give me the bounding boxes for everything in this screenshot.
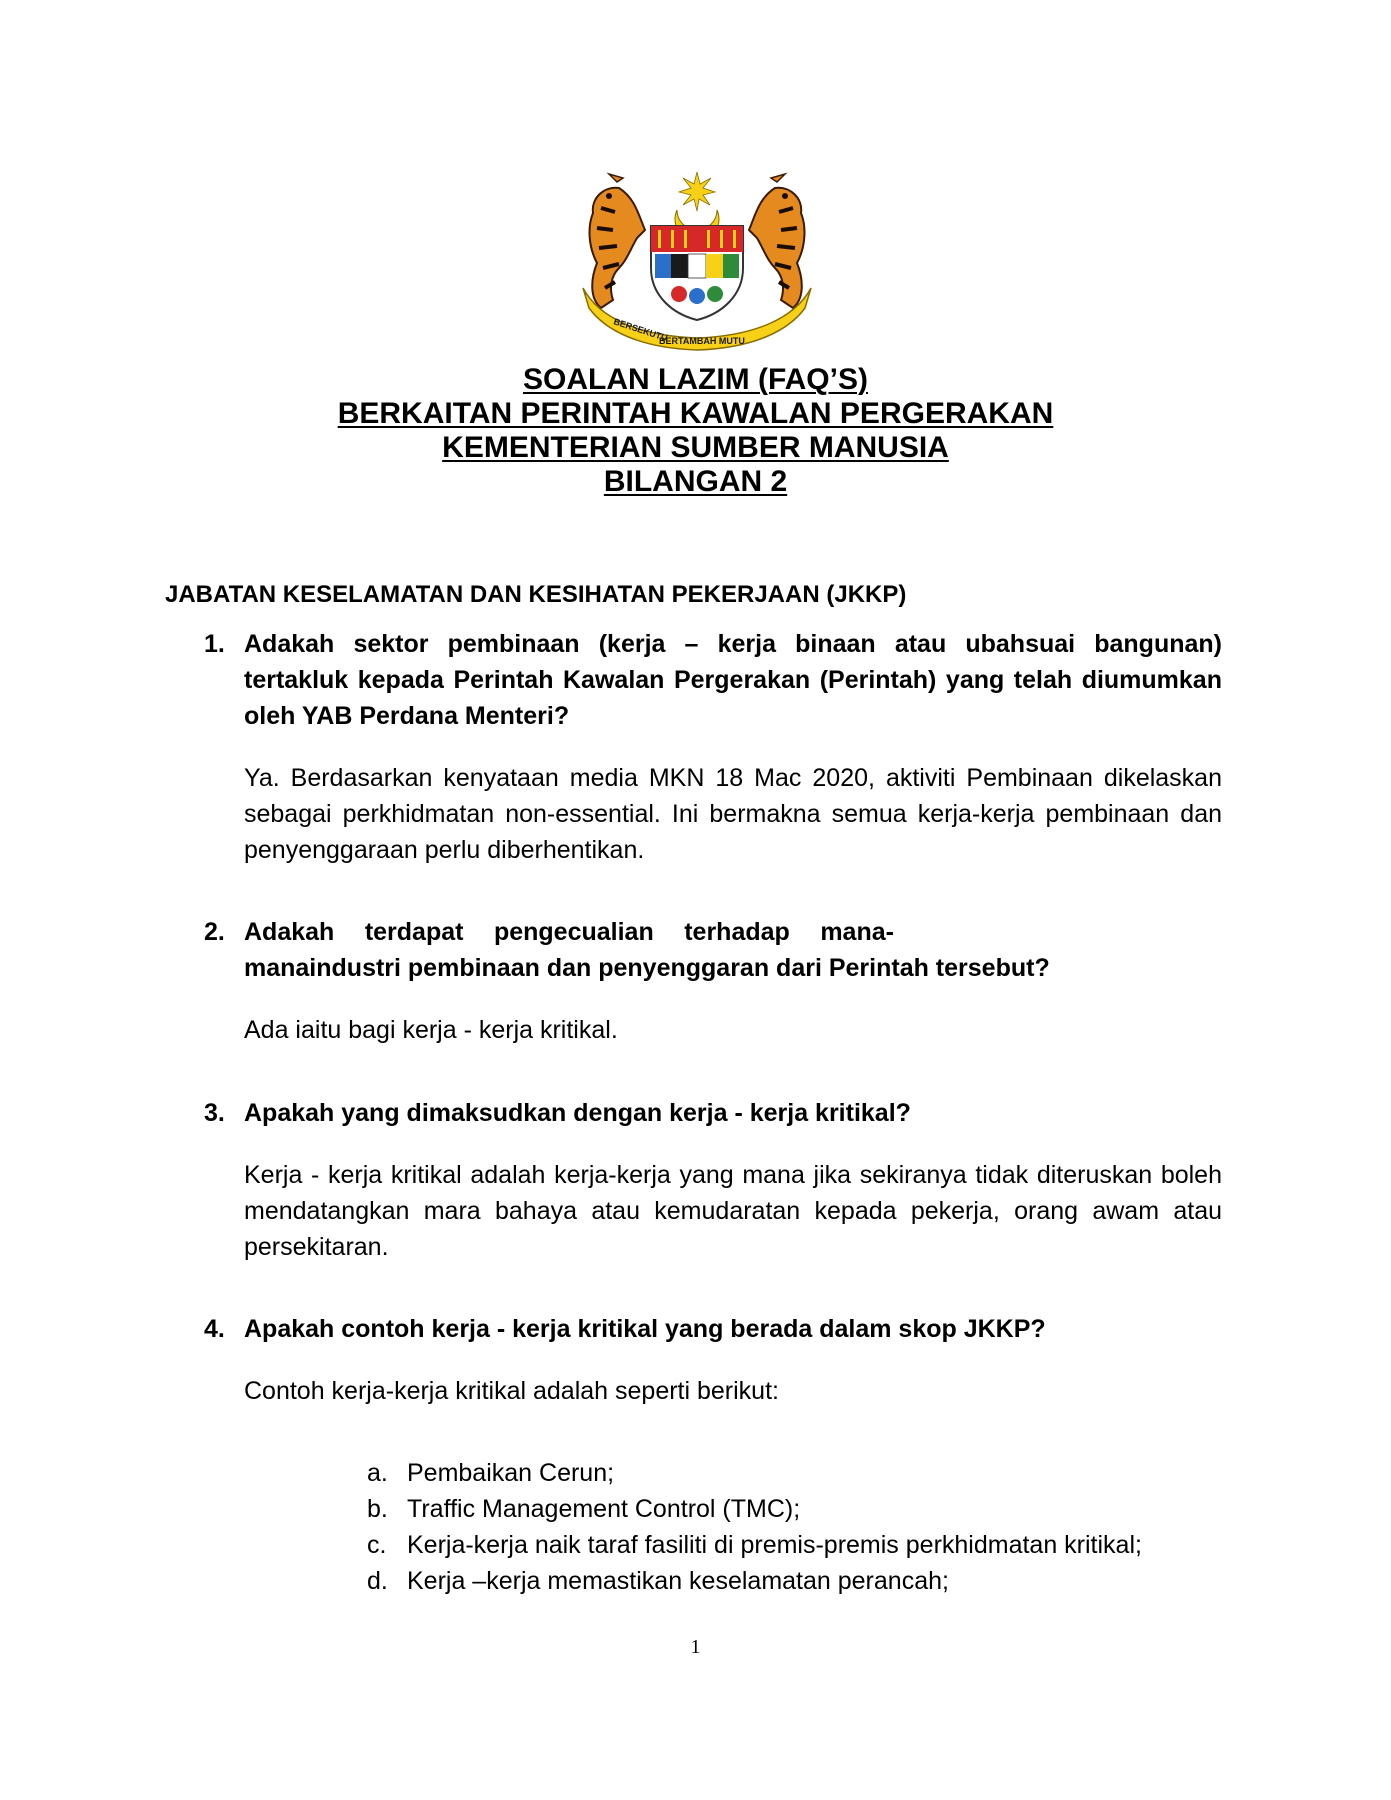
question-text: Apakah contoh kerja - kerja kritikal yang berada dalam skop JKKP? xyxy=(244,1315,1046,1343)
question-number: 2. xyxy=(204,918,225,946)
question-line-2: manaindustri pembinaan dan penyenggaran dari Perintah tersebut? xyxy=(244,954,1050,982)
question-text: Adakah sektor pembinaan (kerja – kerja binaan atau ubahsuai bangunan) tertakluk kepada Perintah Kawalan Pergerakan (Perintah) yang telah diumumkan oleh YAB Perdana Menteri? xyxy=(244,630,1222,730)
faq-item-2 xyxy=(204,914,1222,1048)
title-line-4: BILANGAN 2 xyxy=(603,465,788,498)
faq-answer: Kerja - kerja kritikal adalah kerja-kerja yang mana jika sekiranya tidak diteruskan boleh mendatangkan mara bahaya atau kemudaratan kepada pekerja, orang awam atau persekitaran. xyxy=(244,1161,1222,1261)
question-text: Apakah yang dimaksudkan dengan kerja - kerja kritikal? xyxy=(244,1099,911,1127)
question-word: mana- xyxy=(820,918,894,946)
list-item xyxy=(367,1491,1227,1527)
list-item-letter: c. xyxy=(367,1531,387,1559)
list-item-letter: b. xyxy=(367,1495,388,1523)
list-item xyxy=(367,1527,1227,1563)
motto-text-bottom: BERTAMBAH MUTU xyxy=(659,336,745,346)
title-line-2: BERKAITAN PERINTAH KAWALAN PERGERAKAN xyxy=(337,397,1054,430)
list-item xyxy=(367,1563,1227,1599)
faq-answer: Ya. Berdasarkan kenyataan media MKN 18 Mac 2020, aktiviti Pembinaan dikelaskan sebagai perkhidmatan non-essential. Ini bermakna semua kerja-kerja pembinaan dan penyenggaraan perlu diberhentikan. xyxy=(244,764,1222,864)
page-number: 1 xyxy=(690,1636,701,1658)
department-heading: JABATAN KESELAMATAN DAN KESIHATAN PEKERJAAN (JKKP) xyxy=(165,581,907,608)
question-number: 4. xyxy=(204,1315,225,1343)
faq-item-1 xyxy=(204,626,1222,868)
faq-item-3 xyxy=(204,1095,1222,1265)
shield xyxy=(651,226,743,320)
list-item-text: Kerja –kerja memastikan keselamatan perancah; xyxy=(407,1567,949,1595)
list-item-letter: d. xyxy=(367,1567,388,1595)
question-word: terhadap xyxy=(684,918,790,946)
faq-question xyxy=(204,626,1222,734)
faq-answer: Ada iaitu bagi kerja - kerja kritikal. xyxy=(244,1016,618,1044)
faq-answer: Contoh kerja-kerja kritikal adalah seperti berikut: xyxy=(244,1377,779,1405)
faq-question xyxy=(204,1311,1222,1347)
question-number: 3. xyxy=(204,1099,225,1127)
motto-text-left: BERSEKUTU xyxy=(612,316,669,344)
right-tiger xyxy=(749,174,804,308)
question-word: Adakah xyxy=(244,918,335,946)
faq-item-4 xyxy=(204,1311,1222,1409)
list-item-text: Pembaikan Cerun; xyxy=(407,1459,615,1487)
faq-question xyxy=(204,1095,1222,1131)
list-item-text: Traffic Management Control (TMC); xyxy=(407,1495,801,1523)
list-item xyxy=(367,1455,1227,1491)
question-number: 1. xyxy=(204,630,225,658)
malaysia-coat-of-arms-logo xyxy=(579,168,815,353)
title-line-3: KEMENTERIAN SUMBER MANUSIA xyxy=(442,431,949,464)
list-item-letter: a. xyxy=(367,1459,388,1487)
question-line-1 xyxy=(244,914,894,950)
question-word: pengecualian xyxy=(493,918,654,946)
examples-list xyxy=(367,1455,1227,1599)
left-tiger xyxy=(590,174,645,308)
faq-question xyxy=(204,914,1222,986)
document-title xyxy=(0,363,1391,499)
title-line-1: SOALAN LAZIM (FAQ’S) xyxy=(523,363,868,396)
list-item-text: Kerja-kerja naik taraf fasiliti di premis-premis perkhidmatan kritikal; xyxy=(407,1531,1142,1559)
question-word: terdapat xyxy=(364,918,464,946)
